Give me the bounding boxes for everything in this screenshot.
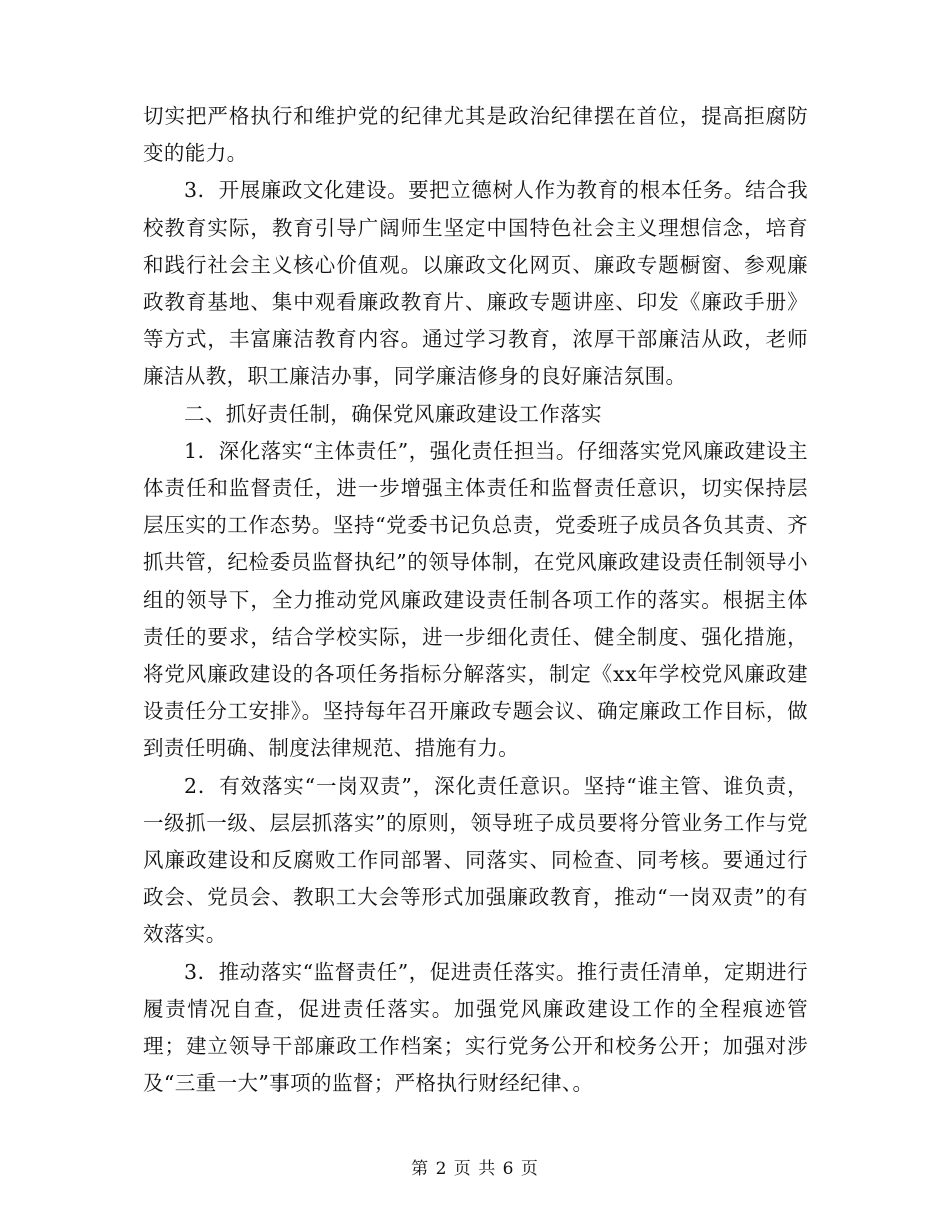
- paragraph-supervision-responsibility: 3．推动落实“监督责任”，促进责任落实。推行责任清单，定期进行履责情况自查，促进责任落实。加强党风廉政建设工作的全程痕迹管理；建立领导干部廉政工作档案；实行党务公开和校务公开；加强对涉及“三重一大”事项的监督；严格执行财经纪律、。: [143, 959, 808, 1096]
- paragraph-continuation: 切实把严格执行和维护党的纪律尤其是政治纪律摆在首位，提高拒腐防变的能力。: [143, 104, 808, 166]
- paragraph-main-responsibility: 1．深化落实“主体责任”，强化责任担当。仔细落实党风廉政建设主体责任和监督责任，进一步增强主体责任和监督责任意识，切实保持层层压实的工作态势。坚持“党委书记负总责，党委班子成员各负其责、齐抓共管，纪检委员监督执纪”的领导体制，在党风廉政建设责任制领导小组的领导下，全力推动党风廉政建设责任制各项工作的落实。根据主体责任的要求，结合学校实际，进一步细化责任、健全制度、强化措施，将党风廉政建设的各项任务指标分解落实，制定《xx年学校党风廉政建设责任分工安排》。坚持每年召开廉政专题会议、确定廉政工作目标，做到责任明确、制度法律规范、措施有力。: [143, 438, 808, 761]
- section-heading-responsibility: 二、抓好责任制，确保党风廉政建设工作落实: [184, 401, 602, 426]
- page-number-footer: 第 2 页 共 6 页: [411, 1159, 539, 1179]
- paragraph-anti-corruption-culture: 3．开展廉政文化建设。要把立德树人作为教育的根本任务。结合我校教育实际，教育引导广阔师生坚定中国特色社会主义理想信念，培育和践行社会主义核心价值观。以廉政文化网页、廉政专题橱窗、参观廉政教育基地、集中观看廉政教育片、廉政专题讲座、印发《廉政手册》等方式，丰富廉洁教育内容。通过学习教育，浓厚干部廉洁从政，老师廉洁从教，职工廉洁办事，同学廉洁修身的良好廉洁氛围。: [143, 178, 808, 389]
- document-body: [143, 98, 808, 1102]
- paragraph-dual-responsibility: 2．有效落实“一岗双责”，深化责任意识。坚持“谁主管、谁负责，一级抓一级、层层抓落实”的原则，领导班子成员要将分管业务工作与党风廉政建设和反腐败工作同部署、同落实、同检查、同考核。要通过行政会、党员会、教职工大会等形式加强廉政教育，推动“一岗双责”的有效落实。: [143, 773, 808, 947]
